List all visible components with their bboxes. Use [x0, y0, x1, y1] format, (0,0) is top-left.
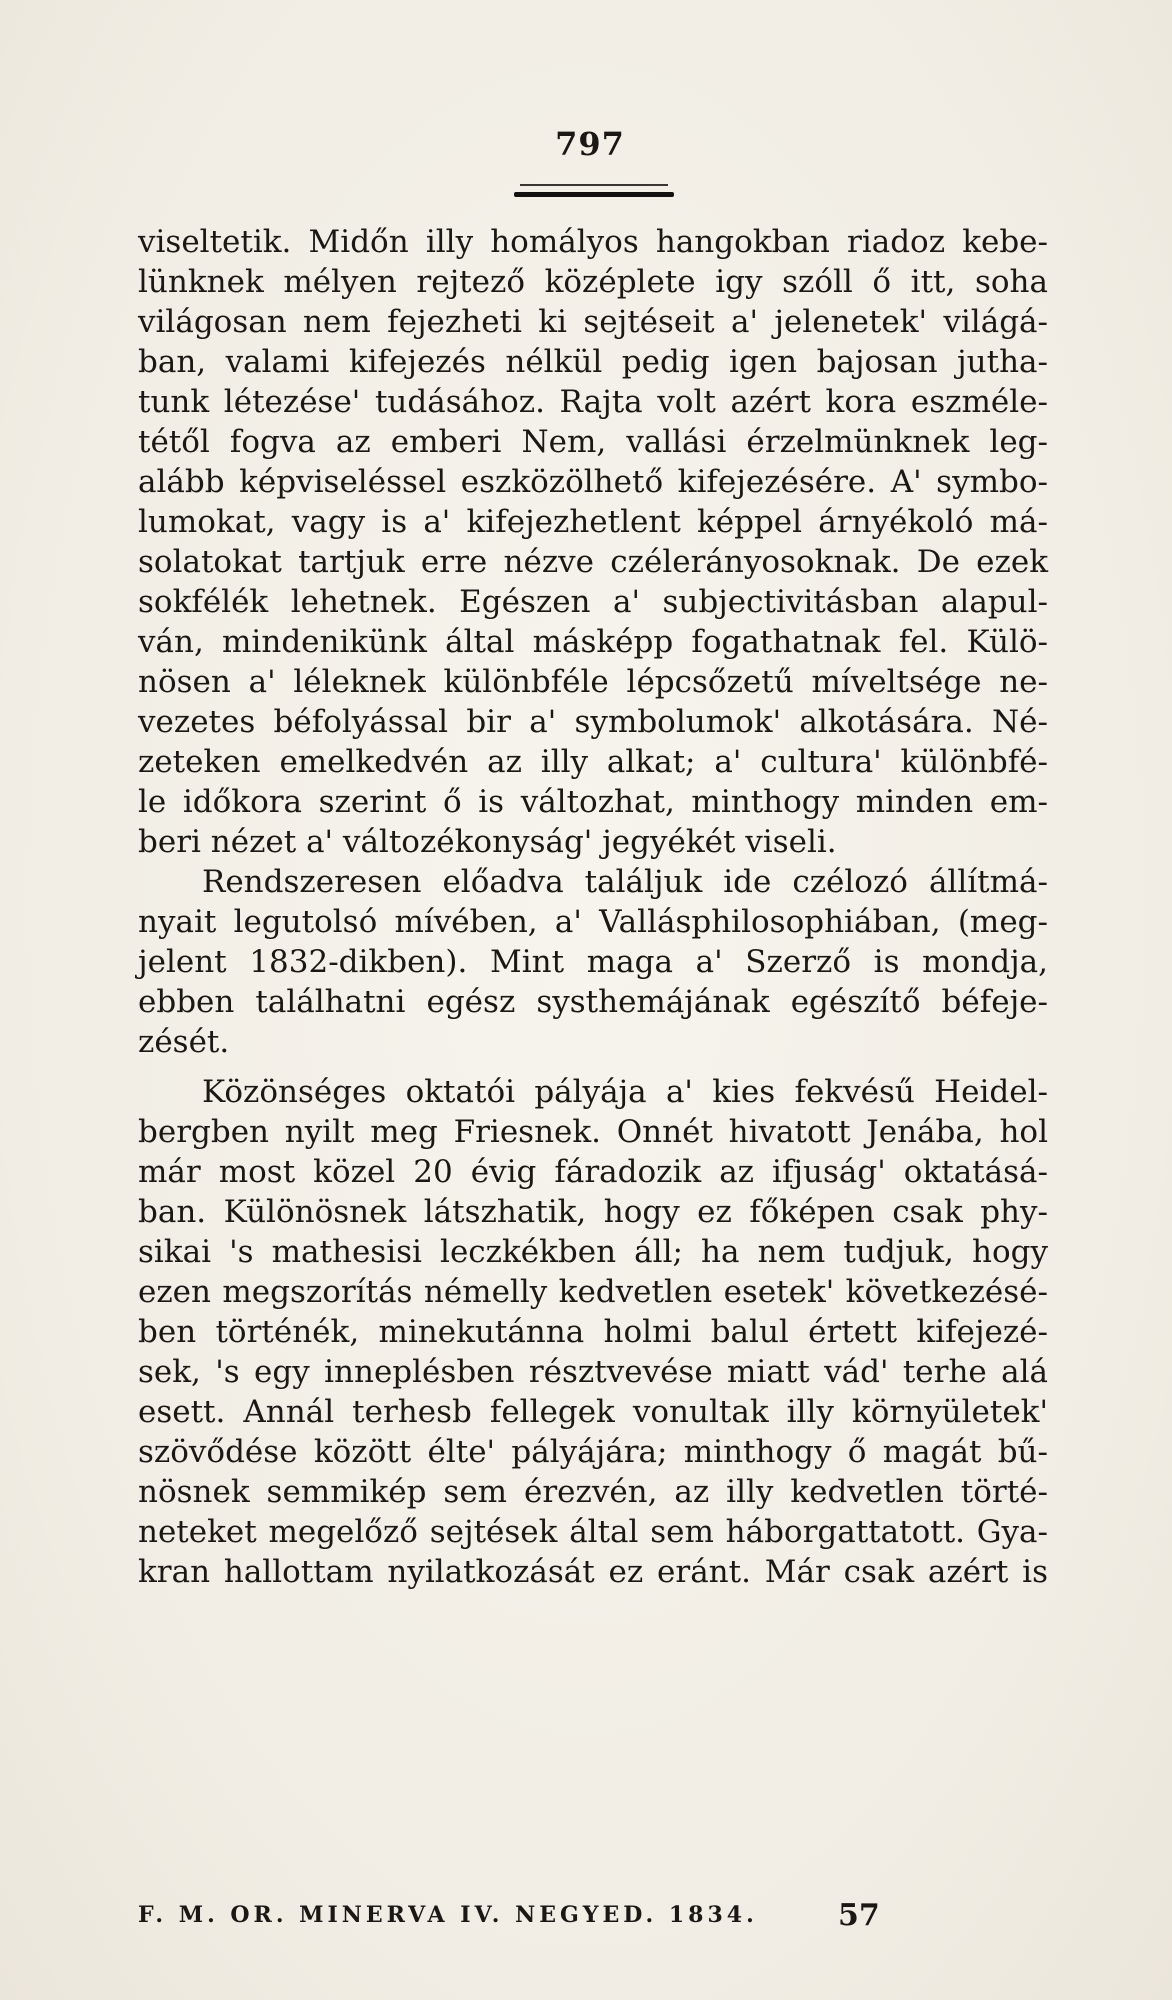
text-line: ezen megszorítás némelly kedvetlen esetek' következésé- — [138, 1274, 1048, 1310]
text-line: nösnek semmikép sem érezvén, az illy kedvetlen törté- — [138, 1474, 1048, 1510]
text-line: ban. Különösnek látszhatik, hogy ez főképen csak phy- — [138, 1194, 1048, 1230]
text-line: sikai 's mathesisi leczkékben áll; ha nem tudjuk, hogy — [138, 1234, 1048, 1270]
text-line: tétől fogva az emberi Nem, vallási érzelmünknek leg- — [138, 424, 1048, 460]
text-line: zeteken emelkedvén az illy alkat; a' cultura' különbfé- — [138, 744, 1048, 780]
text-line: vezetes béfolyással bir a' symbolumok' alkotására. Né- — [138, 704, 1048, 740]
text-line: tunk létezése' tudásához. Rajta volt azért kora eszméle- — [138, 384, 1048, 420]
text-line: lumokat, vagy is a' kifejezhetlent képpel árnyékoló má- — [138, 504, 1048, 540]
text-line: szövődése között élte' pályájára; minthogy ő magát bű- — [138, 1434, 1048, 1470]
body-text — [138, 222, 1048, 1592]
text-line: Közönséges oktatói pályája a' kies fekvésű Heidel- — [202, 1074, 1048, 1110]
text-line: ebben találhatni egész systhemájának egészítő béfeje- — [138, 984, 1048, 1020]
text-line: zését. — [138, 1024, 230, 1060]
header-rule-thin — [520, 184, 668, 186]
text-line: le időkora szerint ő is változhat, minthogy minden em- — [138, 784, 1048, 820]
sheet-number: 57 — [838, 1898, 880, 1933]
text-line: viseltetik. Midőn illy homályos hangokban riadoz kebe- — [138, 224, 1048, 260]
text-line: nösen a' léleknek különbféle lépcsőzetű míveltsége ne- — [138, 664, 1048, 700]
text-line: neteket megelőző sejtések által sem háborgattatott. Gya- — [138, 1514, 1048, 1550]
page-footer — [138, 1898, 1048, 1942]
header-rule — [514, 192, 674, 197]
text-line: beri nézet a' változékonyság' jegyékét viseli. — [138, 824, 837, 860]
text-line: alább képviseléssel eszközölhető kifejezésére. A' symbo- — [138, 464, 1048, 500]
text-line: esett. Annál terhesb fellegek vonultak illy környületek' — [138, 1394, 1048, 1430]
text-line: solatokat tartjuk erre nézve czélerányosoknak. De ezek — [138, 544, 1048, 580]
text-line: bergben nyilt meg Friesnek. Onnét hivatott Jenába, hol — [138, 1114, 1048, 1150]
text-line: sokfélék lehetnek. Egészen a' subjectivitásban alapul- — [138, 584, 1048, 620]
text-line: ban, valami kifejezés nélkül pedig igen bajosan jutha- — [138, 344, 1048, 380]
text-line: jelent 1832-dikben). Mint maga a' Szerző is mondja, — [138, 944, 1048, 980]
signature-mark: F. M. OR. MINERVA IV. NEGYED. 1834. — [138, 1902, 758, 1928]
text-line: már most közel 20 évig fáradozik az ifjuság' oktatásá- — [138, 1154, 1048, 1190]
text-line: kran hallottam nyilatkozását ez eránt. Már csak azért is — [138, 1554, 1048, 1590]
paragraph-gap — [138, 1062, 1048, 1072]
text-line: nyait legutolsó mívében, a' Vallásphilosophiában, (meg- — [138, 904, 1048, 940]
text-line: lünknek mélyen rejtező középlete igy szóll ő itt, soha — [138, 264, 1048, 300]
text-line: sek, 's egy inneplésben résztvevése miatt vád' terhe alá — [138, 1354, 1048, 1390]
text-line: Rendszeresen előadva találjuk ide czélozó állítmá- — [202, 864, 1048, 900]
text-line: ben történék, minekutánna holmi balul értett kifejezé- — [138, 1314, 1048, 1350]
text-line: világosan nem fejezheti ki sejtéseit a' jelenetek' világá- — [138, 304, 1048, 340]
text-line: ván, mindenikünk által másképp fogathatnak fel. Külö- — [138, 624, 1048, 660]
page-number: 797 — [555, 125, 625, 163]
